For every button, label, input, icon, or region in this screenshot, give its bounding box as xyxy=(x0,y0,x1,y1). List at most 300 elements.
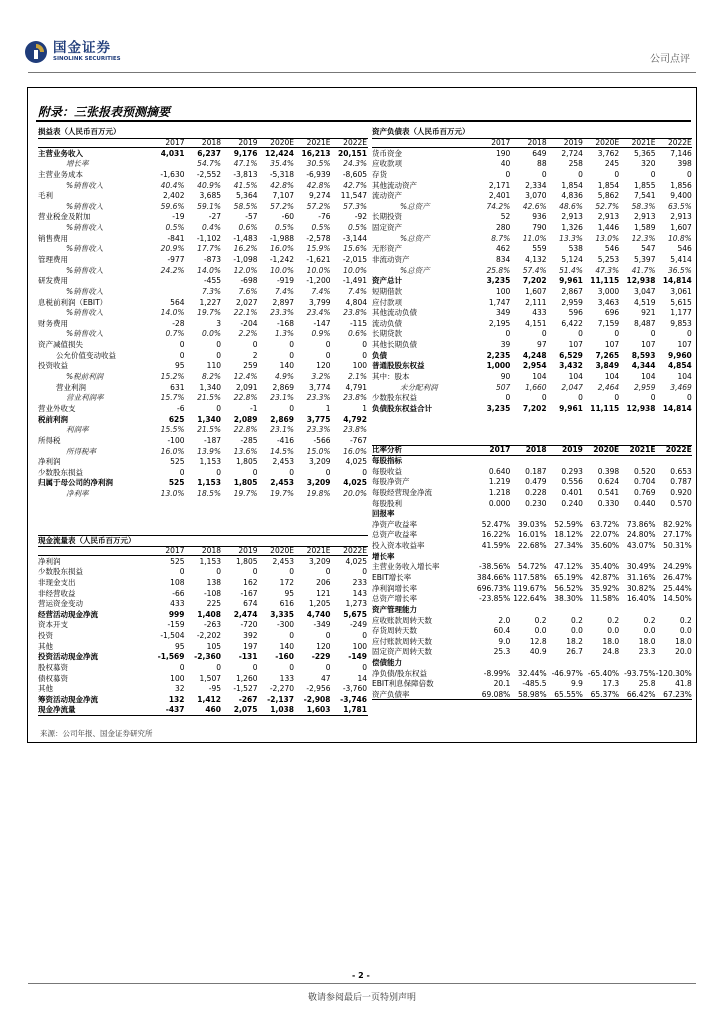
row-value: 21.5% xyxy=(197,425,221,435)
row-value: 0 xyxy=(179,467,185,477)
row-value: 24.80% xyxy=(626,530,656,540)
row-label: %总资产 xyxy=(400,201,430,211)
table-row xyxy=(372,361,692,372)
row-value: 143 xyxy=(352,588,367,598)
row-value: 12.3% xyxy=(631,233,656,243)
row-value: 8.7% xyxy=(491,233,511,243)
table-row xyxy=(372,319,692,330)
row-value: 18.0 xyxy=(602,636,620,646)
row-value: 834 xyxy=(495,255,511,264)
row-value: 3,061 xyxy=(670,286,692,296)
row-value: 104 xyxy=(568,372,583,382)
row-value: 30.82% xyxy=(626,583,656,593)
row-label: 每股经营现金净流 xyxy=(372,487,432,497)
row-label: 应收账款周转天数 xyxy=(372,615,432,625)
row-label: 投资 xyxy=(38,631,53,641)
row-value: 22.1% xyxy=(233,308,258,318)
row-label: 少数股东权益 xyxy=(372,393,417,403)
row-value: 0 xyxy=(289,340,294,350)
row-value: 2,913 xyxy=(634,212,656,222)
year-header: 2017 xyxy=(491,137,511,147)
row-value: 2,897 xyxy=(272,297,294,307)
table-row xyxy=(38,212,368,223)
row-value: 0.6% xyxy=(347,329,367,339)
row-value: 2,047 xyxy=(561,382,583,392)
row-value: 1,227 xyxy=(199,297,221,307)
row-value: -2,270 xyxy=(269,684,294,694)
row-value: 0 xyxy=(578,393,583,403)
table-row xyxy=(38,425,368,436)
row-value: 54.72% xyxy=(517,562,547,572)
row-value: 2,453 xyxy=(272,556,294,566)
row-value: 107 xyxy=(568,340,583,350)
row-label: 销售费用 xyxy=(38,233,68,243)
row-value: 2,474 xyxy=(233,609,258,619)
section-title-label: 资产负债表（人民币百万元） xyxy=(372,127,470,137)
row-value: 2.0 xyxy=(498,615,511,625)
row-value: 18.2 xyxy=(566,636,583,646)
row-label: EBIT增长率 xyxy=(372,573,412,582)
row-value: -2,015 xyxy=(342,255,367,264)
ratio-group-title xyxy=(372,509,692,520)
row-value: 3,432 xyxy=(559,361,583,371)
table-row xyxy=(38,276,368,287)
row-value: 384.66% xyxy=(476,573,511,582)
row-value: -93.75% xyxy=(624,668,656,678)
row-value: 4,132 xyxy=(525,255,547,264)
table-row xyxy=(372,276,692,287)
row-label: 经营活动现金净流 xyxy=(38,609,98,619)
row-value: 3.2% xyxy=(311,372,331,382)
row-value: 3,235 xyxy=(486,403,511,413)
table-row xyxy=(372,329,692,340)
row-value: 206 xyxy=(316,577,331,587)
row-value: 2,195 xyxy=(488,318,511,328)
table-row xyxy=(38,641,368,652)
row-label: 无形资产 xyxy=(372,244,402,254)
row-value: 280 xyxy=(495,223,511,233)
row-value: 2,724 xyxy=(561,148,583,158)
row-value: 2,402 xyxy=(163,191,185,201)
row-value: 4,025 xyxy=(345,556,367,566)
row-value: 10.8% xyxy=(667,233,692,243)
row-value: 39.03% xyxy=(517,519,547,529)
row-value: 596 xyxy=(568,308,583,318)
row-value: 1.219 xyxy=(488,477,511,487)
table-row xyxy=(38,478,368,489)
row-value: 108 xyxy=(170,577,185,587)
row-value: 25.8 xyxy=(638,679,656,689)
row-label: 营业外收支 xyxy=(38,403,76,413)
row-value: 95 xyxy=(174,361,185,371)
row-value: 4,025 xyxy=(343,478,367,488)
row-value: 22.07% xyxy=(590,530,620,540)
row-value: 16.01% xyxy=(517,530,547,540)
row-label: 其他流动负债 xyxy=(372,308,417,318)
row-value: 349 xyxy=(495,308,511,318)
table-row xyxy=(38,159,368,170)
row-value: 0 xyxy=(687,329,692,339)
row-value: 23.8% xyxy=(343,425,367,435)
table-row xyxy=(38,705,368,716)
row-value: 3,335 xyxy=(270,609,294,619)
row-value: 120 xyxy=(316,641,331,651)
year-header: 2020E xyxy=(595,137,620,147)
row-value: 3,469 xyxy=(670,382,692,392)
row-label: 负债股东权益合计 xyxy=(372,403,432,413)
row-value: 1,446 xyxy=(597,223,620,233)
table-row xyxy=(38,233,368,244)
row-value: 12.4% xyxy=(233,372,258,382)
row-value: 0.0 xyxy=(607,626,620,636)
table-row xyxy=(38,308,368,319)
row-value: -1,491 xyxy=(342,276,367,286)
table-row xyxy=(372,191,692,202)
row-label: %销售收入 xyxy=(66,308,104,318)
row-value: 119.67% xyxy=(513,583,547,593)
table-row xyxy=(372,488,692,499)
row-label: 非流动资产 xyxy=(372,255,410,264)
row-value: 7,146 xyxy=(670,148,692,158)
table-row xyxy=(38,319,368,330)
row-value: 58.5% xyxy=(233,201,258,211)
row-value: 0.401 xyxy=(561,487,583,497)
row-label: 其他 xyxy=(38,684,53,694)
ratio-group-title xyxy=(372,605,692,616)
row-value: 24.8 xyxy=(602,647,620,657)
row-value: 4.9% xyxy=(274,372,294,382)
row-value: 0.0 xyxy=(643,626,656,636)
row-value: -767 xyxy=(349,435,367,445)
row-label: 财务费用 xyxy=(38,318,68,328)
row-value: 0 xyxy=(541,393,547,403)
table-row xyxy=(38,578,368,589)
row-value: -27 xyxy=(208,212,221,222)
table-row xyxy=(372,393,692,404)
row-value: 23.1% xyxy=(270,393,294,403)
row-value: 0.187 xyxy=(525,466,547,476)
row-value: 631 xyxy=(170,382,185,392)
row-value: 88 xyxy=(537,159,547,169)
row-value: 0 xyxy=(216,403,221,413)
row-value: 13.3% xyxy=(559,233,583,243)
row-value: 5,615 xyxy=(670,297,692,307)
row-value: 107 xyxy=(641,340,656,350)
row-value: 3,000 xyxy=(597,286,620,296)
table-row xyxy=(372,594,692,605)
row-label: 营业利润率 xyxy=(66,393,104,403)
ratio-group-title xyxy=(372,551,692,562)
table-row xyxy=(372,498,692,509)
row-value: 0.2 xyxy=(679,615,692,625)
row-label: 投资收益 xyxy=(38,361,68,371)
section-title xyxy=(372,445,692,456)
row-label: 其中：股本 xyxy=(372,372,410,382)
table-row xyxy=(372,647,692,658)
row-label: 净负债/股东权益 xyxy=(372,668,428,678)
row-value: 7,202 xyxy=(522,276,547,286)
row-value: 95 xyxy=(284,588,294,598)
row-value: 0.330 xyxy=(597,498,620,508)
year-header: 2020E xyxy=(593,445,620,455)
row-label: 净利润 xyxy=(38,457,61,467)
row-value: 104 xyxy=(677,372,692,382)
row-value: 3,685 xyxy=(199,191,221,201)
row-label: 营业税金及附加 xyxy=(38,212,91,222)
row-value: 0 xyxy=(325,631,331,641)
row-value: 105 xyxy=(206,641,221,651)
row-label: EBIT利息保障倍数 xyxy=(372,679,434,689)
row-value: -2,202 xyxy=(196,631,221,641)
row-label: 主营业务成本 xyxy=(38,169,83,179)
row-label: 总资产增长率 xyxy=(372,594,417,604)
row-value: 462 xyxy=(495,244,511,254)
row-value: 15.6% xyxy=(343,244,367,254)
row-value: 26.7 xyxy=(566,647,583,657)
row-value: 2,171 xyxy=(488,180,511,190)
row-label: 息税前利润（EBIT） xyxy=(38,297,108,307)
row-value: -720 xyxy=(240,620,258,630)
row-value: 0 xyxy=(289,403,294,413)
row-value: 5,364 xyxy=(236,191,258,201)
row-value: 97 xyxy=(537,340,547,350)
row-value: 9,176 xyxy=(233,148,258,158)
row-value: 7.6% xyxy=(238,286,258,296)
row-value: 7.4% xyxy=(311,286,331,296)
row-value: 66.42% xyxy=(626,689,656,699)
row-value: 0.0 xyxy=(534,626,547,636)
row-label: 货币资金 xyxy=(372,148,402,158)
row-value: 104 xyxy=(532,372,547,382)
table-row xyxy=(38,329,368,340)
row-value: 23.3 xyxy=(638,647,656,657)
row-value: -3,746 xyxy=(340,694,367,704)
table-row xyxy=(38,191,368,202)
row-value: 22.8% xyxy=(233,425,258,435)
row-value: 0.5% xyxy=(347,223,367,233)
row-value: -65.40% xyxy=(587,668,620,678)
year-header: 2020E xyxy=(270,137,294,147)
table-row xyxy=(38,201,368,212)
brand-logo xyxy=(24,40,121,64)
row-value: 3,047 xyxy=(634,286,656,296)
table-row xyxy=(38,599,368,610)
row-value: 65.19% xyxy=(554,573,583,582)
row-value: 1,805 xyxy=(236,556,258,566)
row-value: 100 xyxy=(352,361,367,371)
year-header: 2022E xyxy=(343,545,367,555)
row-value: 24.2% xyxy=(160,265,185,275)
row-value: 2,401 xyxy=(488,191,511,201)
row-value: 0 xyxy=(179,350,185,360)
row-value: -437 xyxy=(165,705,185,715)
row-value: 1,781 xyxy=(343,705,367,715)
row-value: 392 xyxy=(243,631,258,641)
row-value: 57.4% xyxy=(522,265,547,275)
row-value: 1,805 xyxy=(236,457,258,467)
row-value: 1,153 xyxy=(197,478,221,488)
row-label: 短期借款 xyxy=(372,286,402,296)
row-value: 0 xyxy=(362,567,367,577)
row-label: 流动资产 xyxy=(372,191,402,201)
row-value: 35.60% xyxy=(590,541,620,551)
year-header: 2021E xyxy=(306,137,331,147)
row-value: 0 xyxy=(614,169,620,179)
row-value: 0.640 xyxy=(488,466,511,476)
row-value: -1,098 xyxy=(233,255,258,264)
row-value: 1 xyxy=(362,403,367,413)
row-value: -92 xyxy=(354,212,367,222)
year-header: 2021E xyxy=(631,137,656,147)
table-row xyxy=(38,489,368,500)
row-value: 132 xyxy=(168,694,185,704)
row-value: 538 xyxy=(568,244,583,254)
row-value: 2,959 xyxy=(634,382,656,392)
row-value: 7,265 xyxy=(595,350,620,360)
row-value: 0.6% xyxy=(238,223,258,233)
row-value: 23.8% xyxy=(343,393,367,403)
row-value: 2,091 xyxy=(236,382,258,392)
table-row xyxy=(372,255,692,266)
table-row xyxy=(38,457,368,468)
row-value: 57.2% xyxy=(306,201,331,211)
row-value: -2,360 xyxy=(194,652,221,662)
row-value: 258 xyxy=(568,159,583,169)
row-value: 1,340 xyxy=(199,382,221,392)
row-value: 12.8 xyxy=(529,636,547,646)
row-value: -6 xyxy=(177,403,185,413)
table-row xyxy=(38,620,368,631)
row-value: 52.59% xyxy=(554,519,583,529)
row-value: 162 xyxy=(243,577,258,587)
row-value: 15.2% xyxy=(160,372,185,382)
row-value: 59.6% xyxy=(160,201,185,211)
row-value: 11.58% xyxy=(590,594,620,604)
row-value: 41.8 xyxy=(675,679,692,689)
row-value: 14,814 xyxy=(662,276,692,286)
row-label: 其他 xyxy=(38,641,53,651)
row-label: %税前利润 xyxy=(66,372,104,382)
row-value: 0 xyxy=(362,350,367,360)
row-value: -1,621 xyxy=(306,255,331,264)
row-value: 3,799 xyxy=(309,297,331,307)
row-value: -187 xyxy=(203,435,221,445)
row-value: 32 xyxy=(174,684,185,694)
row-value: -1,200 xyxy=(306,276,331,286)
row-value: 47 xyxy=(320,673,331,683)
row-label: 长期贷款 xyxy=(372,329,402,339)
row-value: 12,424 xyxy=(265,148,294,158)
table-row xyxy=(38,663,368,674)
row-value: 0.4% xyxy=(201,223,221,233)
row-value: 56.52% xyxy=(554,583,583,593)
row-value: 0.0 xyxy=(570,626,583,636)
row-label: 固定资产周转天数 xyxy=(372,647,432,657)
year-header: 2019 xyxy=(238,137,258,147)
row-value: -168 xyxy=(276,318,294,328)
row-value: 0.653 xyxy=(670,466,692,476)
row-value: 0 xyxy=(289,663,294,672)
table-row xyxy=(372,466,692,477)
row-value: 19.7% xyxy=(270,489,294,499)
row-label: 未分配利润 xyxy=(400,382,438,392)
row-value: 25.3 xyxy=(493,647,511,657)
row-value: -115 xyxy=(349,318,367,328)
table-row xyxy=(38,404,368,415)
row-label: 每股收益 xyxy=(372,466,402,476)
year-header: 2021E xyxy=(629,445,656,455)
section-title xyxy=(372,127,692,138)
row-value: 0 xyxy=(325,467,331,477)
row-value: 18.0 xyxy=(675,636,692,646)
row-value: 0.000 xyxy=(488,498,511,508)
row-value: -698 xyxy=(240,276,258,286)
row-value: 13.0% xyxy=(160,489,185,499)
row-value: 82.92% xyxy=(663,519,692,529)
row-value: -841 xyxy=(167,233,185,243)
row-value: 0 xyxy=(216,350,221,360)
row-label: 筹资活动现金净流 xyxy=(38,694,98,704)
row-value: 4,519 xyxy=(634,297,656,307)
row-label: 资本开支 xyxy=(38,620,68,630)
row-value: 25.8% xyxy=(486,265,511,275)
row-value: 1,805 xyxy=(233,478,258,488)
table-row xyxy=(372,530,692,541)
row-value: 54.7% xyxy=(197,159,221,169)
table-row xyxy=(38,436,368,447)
row-value: -3,813 xyxy=(233,169,258,179)
row-value: 0 xyxy=(578,329,583,339)
table-row xyxy=(38,372,368,383)
row-value: -263 xyxy=(203,620,221,630)
row-value: 121 xyxy=(316,588,331,598)
ratio-analysis-table xyxy=(372,445,692,700)
table-row xyxy=(372,583,692,594)
year-header-row xyxy=(38,546,368,557)
row-value: -76 xyxy=(318,212,331,222)
row-value: 197 xyxy=(243,641,258,651)
row-value: 790 xyxy=(532,223,547,233)
row-label: 现金净流量 xyxy=(38,705,76,715)
row-value: 20.1 xyxy=(493,679,511,689)
row-value: -28 xyxy=(172,318,185,328)
row-value: 0 xyxy=(216,663,221,672)
table-row xyxy=(38,170,368,181)
row-value: 1,412 xyxy=(197,694,221,704)
row-value: 649 xyxy=(532,148,547,158)
table-row xyxy=(38,340,368,351)
row-value: 1,507 xyxy=(199,673,221,683)
row-label: 长期投资 xyxy=(372,212,402,222)
row-value: 9,274 xyxy=(309,191,331,201)
row-value: 1,408 xyxy=(197,609,221,619)
table-row xyxy=(38,244,368,255)
row-label: 净利率 xyxy=(66,489,89,499)
row-value: -1,630 xyxy=(160,169,185,179)
section-title-label: 损益表（人民币百万元） xyxy=(38,127,121,137)
row-label: 营业利润 xyxy=(56,382,86,392)
row-value: 0 xyxy=(541,169,547,179)
row-value: 52.47% xyxy=(481,519,511,529)
row-value: 233 xyxy=(352,577,367,587)
row-value: 921 xyxy=(641,308,656,318)
row-label: %销售收入 xyxy=(66,265,104,275)
year-header: 2022E xyxy=(665,445,692,455)
row-value: -23.85% xyxy=(478,594,511,604)
row-value: 0 xyxy=(252,567,258,577)
row-value: 0.9% xyxy=(311,329,331,339)
row-value: -267 xyxy=(238,694,258,704)
